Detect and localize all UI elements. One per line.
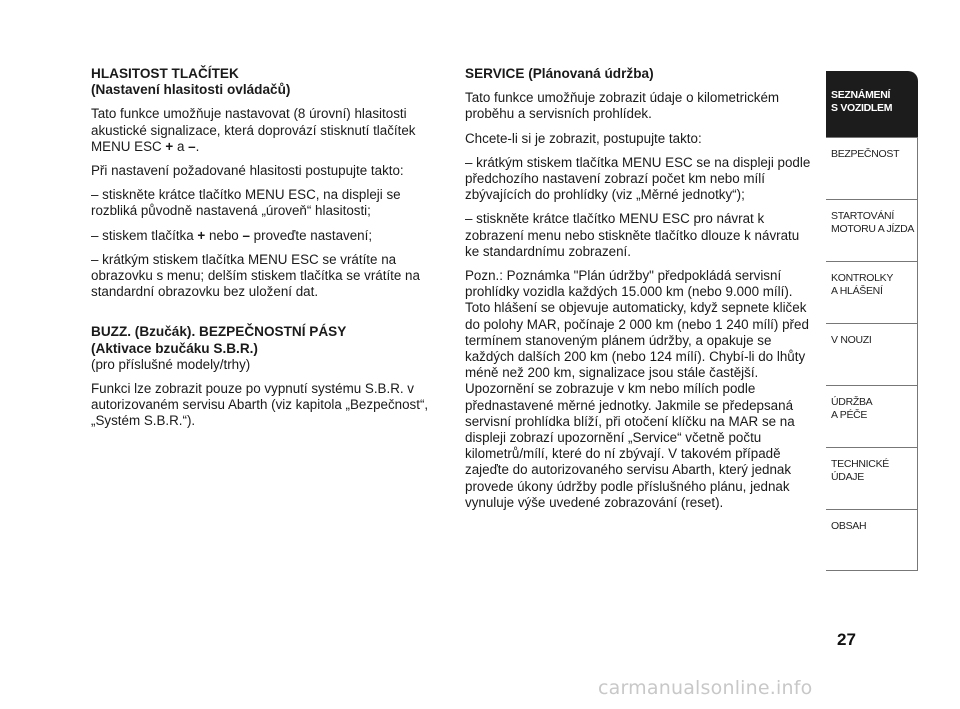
right-column bbox=[465, 66, 815, 519]
text: proveďte nastavení; bbox=[249, 227, 373, 243]
minus-symbol: – bbox=[242, 227, 250, 243]
page-number: 27 bbox=[837, 630, 856, 649]
tab-label: A PÉČE bbox=[831, 409, 868, 421]
tab-label: A HLÁŠENÍ bbox=[831, 285, 883, 297]
watermark: carmanualsonline.info bbox=[598, 677, 813, 699]
paragraph bbox=[91, 228, 439, 244]
text: . bbox=[195, 138, 200, 154]
paragraph: – krátkým stiskem tlačítka MENU ESC se vrátíte na obrazovku s menu; delším stiskem tlačítka se vrátíte na standardní obrazovku bez uložení dat. bbox=[91, 251, 420, 300]
tab-label: S VOZIDLEM bbox=[831, 102, 893, 114]
paragraph: Pozn.: Poznámka "Plán údržby" předpokládá servisní prohlídky vozidla každých 15.000 km (nebo 9.000 mílí). Toto hlášení se objevuje automaticky, když sepnete kliček do polohy MAR, počínaje 2 000 km (nebo 1 240 mílí) před termínem stanoveným plánem údržby, a opakuje se každých dalších 200 km (nebo 124 mílí). Chybí-li do lhůty méně než 200 km, signalizace jsou stále častější. Upozornění se zobrazuje v km nebo mílích podle přednastavené měrné jednotky. Jakmile se předepsaná servisní prohlídka blíží, při otočení klíčku na MAR se na displeji zobrazí upozornění „Service“ včetně počtu kilometrů/mílí, které do ní zbývají. V takovém případě zajeďte do autorizovaného servisu Abarth, který jednak provede úkony údržby podle příslušného plánu, jednak vynuluje výše uvedené zobrazování (reset). bbox=[465, 268, 809, 510]
minus-symbol: – bbox=[188, 138, 196, 154]
paragraph: – stiskněte krátce tlačítko MENU ESC, na displeji se rozbliká původně nastavená „úroveň“ hlasitosti; bbox=[91, 187, 401, 219]
tab-seznameni[interactable] bbox=[826, 71, 918, 137]
text: – stiskem tlačítka bbox=[91, 227, 198, 243]
model-note: (pro příslušné modely/trhy) bbox=[91, 356, 251, 372]
tab-label: V NOUZI bbox=[831, 334, 872, 346]
section-heading-buzzer: BUZZ. (Bzučák). BEZPEČNOSTNÍ PÁSY bbox=[91, 324, 347, 340]
tab-label: STARTOVÁNÍ bbox=[831, 210, 894, 222]
plus-symbol: + bbox=[197, 227, 206, 243]
section-subheading-button-volume: (Nastavení hlasitosti ovládačů) bbox=[91, 82, 291, 98]
text: a bbox=[173, 138, 189, 154]
tab-label: KONTROLKY bbox=[831, 272, 894, 284]
paragraph: Chcete-li si je zobrazit, postupujte takto: bbox=[465, 130, 702, 146]
tab-kontrolky[interactable] bbox=[826, 261, 918, 323]
left-column bbox=[91, 66, 439, 438]
section-subheading-buzzer: (Aktivace bzučáku S.B.R.) bbox=[91, 340, 258, 356]
tab-technicke-udaje[interactable] bbox=[826, 447, 918, 509]
tab-label: OBSAH bbox=[831, 520, 867, 532]
chapter-sidebar bbox=[826, 71, 918, 571]
tab-label: SEZNÁMENÍ bbox=[831, 89, 891, 101]
paragraph: – stiskněte krátce tlačítko MENU ESC pro návrat k zobrazení menu nebo stiskněte tlačítko dlouze k návratu ke standardnímu zobrazení. bbox=[465, 211, 800, 259]
tab-label: BEZPEČNOST bbox=[831, 148, 900, 160]
tab-obsah[interactable] bbox=[826, 509, 918, 571]
paragraph bbox=[91, 106, 439, 155]
plus-symbol: + bbox=[165, 138, 174, 154]
paragraph: Tato funkce umožňuje zobrazit údaje o kilometrickém proběhu a servisních prohlídek. bbox=[465, 90, 780, 122]
tab-udrzba[interactable] bbox=[826, 385, 918, 447]
tab-v-nouzi[interactable] bbox=[826, 323, 918, 385]
text: nebo bbox=[205, 227, 243, 243]
paragraph: Při nastavení požadované hlasitosti postupujte takto: bbox=[91, 163, 404, 179]
tab-label: TECHNICKÉ bbox=[831, 458, 889, 470]
text: Tato funkce umožňuje nastavovat (8 úrovní) hlasitosti akustické signalizace, která doprovází stisknutí tlačítek MENU ESC bbox=[91, 106, 416, 154]
tab-label: MOTORU A JÍZDA bbox=[831, 223, 915, 235]
tab-label: ÚDAJE bbox=[831, 471, 864, 483]
tab-label: ÚDRŽBA bbox=[831, 396, 873, 408]
paragraph: Funkci lze zobrazit pouze po vypnutí systému S.B.R. v autorizovaném servisu Abarth (viz kapitola „Bezpečnost“, „Systém S.B.R.“). bbox=[91, 381, 429, 429]
tab-startovani[interactable] bbox=[826, 199, 918, 261]
tab-bezpecnost[interactable] bbox=[826, 137, 918, 199]
paragraph: – krátkým stiskem tlačítka MENU ESC se na displeji podle předchozího nastavení zobrazí počet km nebo mílí zbývajících do prohlídky (viz „Měrné jednotky“); bbox=[465, 154, 811, 203]
section-heading-button-volume: HLASITOST TLAČÍTEK bbox=[91, 66, 239, 81]
section-heading-service: SERVICE (Plánovaná údržba) bbox=[465, 66, 654, 81]
